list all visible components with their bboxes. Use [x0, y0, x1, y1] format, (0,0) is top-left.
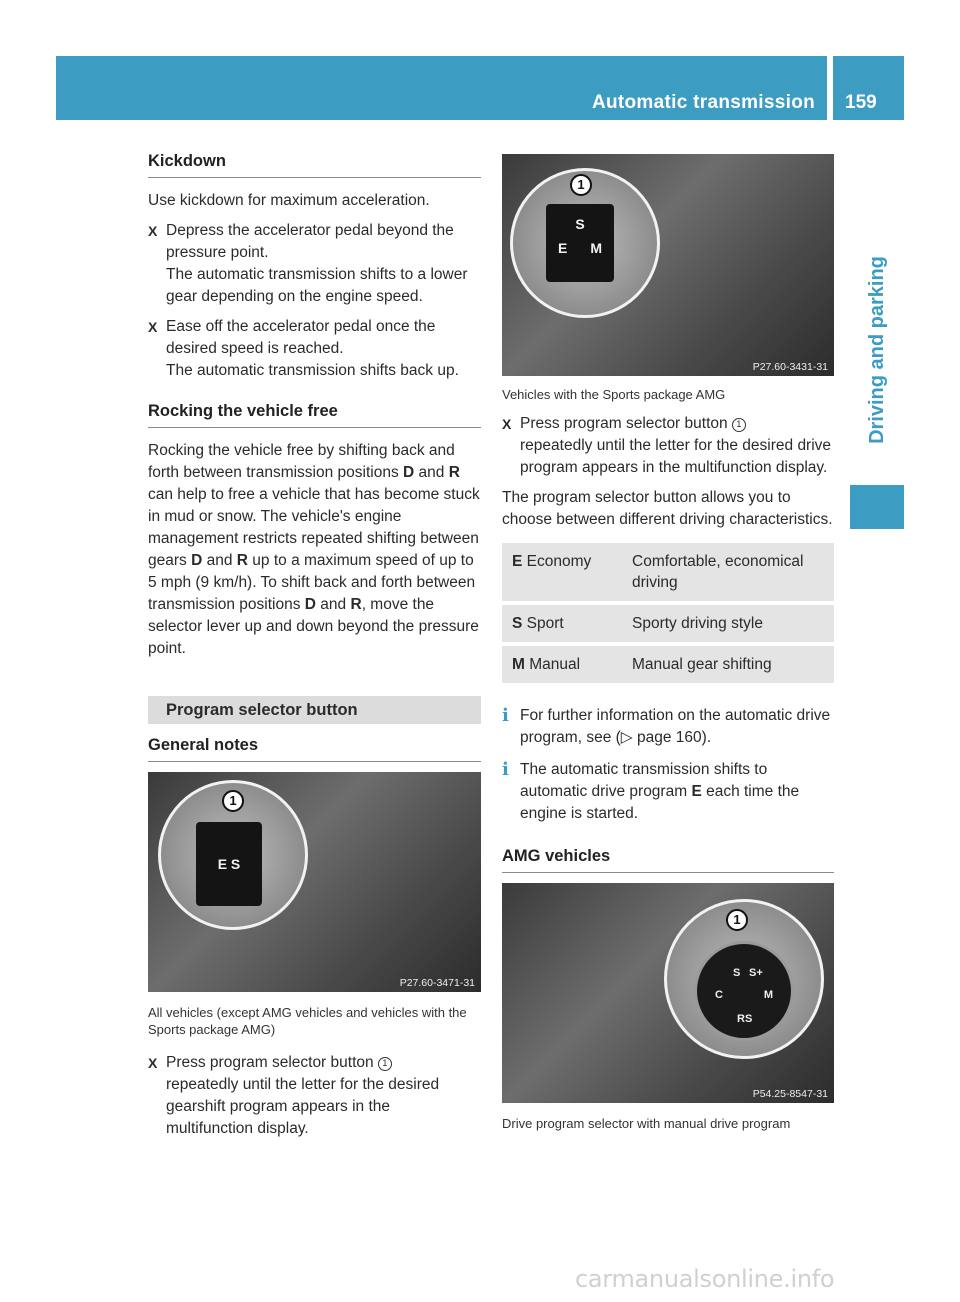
callout-1: 1 — [570, 174, 592, 196]
text-run: and — [202, 552, 237, 569]
sports-step — [502, 413, 834, 479]
kickdown-heading: Kickdown — [148, 150, 481, 178]
esm-button-face — [546, 204, 614, 282]
callout-ref: 1 — [378, 1057, 392, 1071]
general-notes-heading: General notes — [148, 734, 481, 762]
table-row — [502, 543, 834, 601]
step-text — [520, 413, 834, 435]
mode-key — [502, 543, 622, 601]
mode-description: Comfortable, economical driving — [622, 543, 834, 601]
side-tab-marker — [850, 485, 904, 529]
text-run: Press program selector button — [520, 415, 732, 432]
mode-letter: E — [512, 553, 523, 570]
image-ref: P27.60-3471-31 — [399, 977, 475, 989]
text-run: each time the engine is started. — [520, 783, 800, 822]
amg-dial — [694, 941, 794, 1041]
position-d: D — [304, 596, 316, 613]
mode-letter: M — [512, 656, 525, 673]
image-ref: P27.60-3431-31 — [752, 361, 828, 373]
dial-label-s-plus: S+ — [749, 967, 763, 979]
letter-m: M — [590, 240, 602, 256]
step-marker: X — [148, 1055, 158, 1071]
step-result: The automatic transmission shifts back up. — [166, 362, 459, 379]
mode-key — [502, 646, 622, 683]
letter-s: S — [575, 216, 585, 232]
callout-1: 1 — [222, 790, 244, 812]
info-icon: i — [502, 759, 509, 780]
dial-label-rs: RS — [737, 1013, 753, 1025]
photo-caption: Drive program selector with manual drive program — [502, 1116, 791, 1131]
info-text — [520, 759, 834, 825]
step-result: The automatic transmission shifts to a lower gear depending on the engine speed. — [166, 266, 468, 305]
watermark: carmanualsonline.info — [575, 1265, 835, 1293]
text-run: Press program selector button — [166, 1054, 378, 1071]
position-r: R — [448, 464, 460, 481]
step-text: Ease off the accelerator pedal once the desired speed is reached. — [166, 318, 436, 357]
page-number: 159 — [845, 92, 877, 113]
step-text: Depress the accelerator pedal beyond the pressure point. — [166, 222, 454, 261]
right-column — [502, 150, 834, 1132]
text-run: and — [414, 464, 449, 481]
amg-heading: AMG vehicles — [502, 845, 834, 873]
text-run: , move the selector lever up and down beyond the pressure point. — [148, 596, 479, 657]
table-row — [502, 646, 834, 683]
text-run: can help to free a vehicle that has become stuck in mud or snow. The vehicle's engine management restricts repeated shifting between gears — [148, 486, 480, 569]
program-paragraph: The program selector button allows you to choose between different driving characteristics. — [502, 489, 833, 528]
kickdown-step-2 — [148, 316, 481, 382]
step-text-cont: repeatedly until the letter for the desired gearshift program appears in the multifunction display. — [166, 1076, 440, 1137]
kickdown-intro: Use kickdown for maximum acceleration. — [148, 192, 430, 209]
program-e: E — [691, 783, 702, 800]
callout-1: 1 — [726, 909, 748, 931]
step-text-cont: repeatedly until the letter for the desired drive program appears in the multifunction display. — [520, 437, 832, 476]
dial-label-s: S — [733, 967, 741, 979]
es-button-face: E S — [196, 822, 262, 906]
step-marker: X — [502, 416, 512, 432]
program-step — [148, 1052, 481, 1140]
rocking-paragraph — [148, 440, 481, 660]
text-run: Rocking the vehicle free by shifting back and forth between transmission positions — [148, 442, 455, 481]
image-ref: P54.25-8547-31 — [752, 1088, 828, 1100]
left-column — [148, 150, 481, 1140]
photo-caption: Vehicles with the Sports package AMG — [502, 387, 726, 402]
page-number-box — [833, 56, 904, 120]
program-selector-photo — [148, 772, 481, 992]
mode-name: Sport — [522, 615, 564, 632]
kickdown-step-1 — [148, 220, 481, 308]
text-run: The automatic transmission shifts to automatic drive program — [520, 761, 768, 800]
chapter-title: Automatic transmission — [591, 92, 815, 113]
text-run: and — [316, 596, 351, 613]
mode-description: Manual gear shifting — [622, 646, 834, 683]
info-note-2 — [502, 759, 834, 825]
callout-ref: 1 — [732, 418, 746, 432]
step-marker: X — [148, 223, 158, 239]
mode-key — [502, 605, 622, 642]
step-text — [166, 1052, 481, 1074]
sports-package-photo — [502, 154, 834, 376]
program-selector-section-title: Program selector button — [148, 696, 481, 724]
info-note-1 — [502, 705, 834, 749]
dial-label-c: C — [715, 989, 723, 1001]
table-row — [502, 605, 834, 642]
drive-modes-table — [502, 539, 834, 687]
header-bar — [56, 56, 827, 120]
mode-description: Sporty driving style — [622, 605, 834, 642]
mode-letter: S — [512, 615, 523, 632]
photo-caption: All vehicles (except AMG vehicles and vehicles with the Sports package AMG) — [148, 1005, 467, 1037]
letter-e: E — [558, 240, 568, 256]
position-d: D — [403, 464, 415, 481]
mode-name: Economy — [522, 553, 592, 570]
dial-label-m: M — [763, 989, 773, 1001]
mode-name: Manual — [524, 656, 581, 673]
amg-selector-photo — [502, 883, 834, 1103]
rocking-heading: Rocking the vehicle free — [148, 400, 481, 428]
info-icon: i — [502, 705, 509, 726]
step-marker: X — [148, 319, 158, 335]
position-r: R — [236, 552, 248, 569]
side-tab-label: Driving and parking — [866, 256, 888, 444]
position-d: D — [191, 552, 203, 569]
text-run: up to a maximum speed of up to 5 mph (9 km/h). To shift back and forth between transmission positions — [148, 552, 476, 613]
position-r: R — [350, 596, 362, 613]
info-text: For further information on the automatic drive program, see (▷ page 160). — [520, 707, 831, 746]
